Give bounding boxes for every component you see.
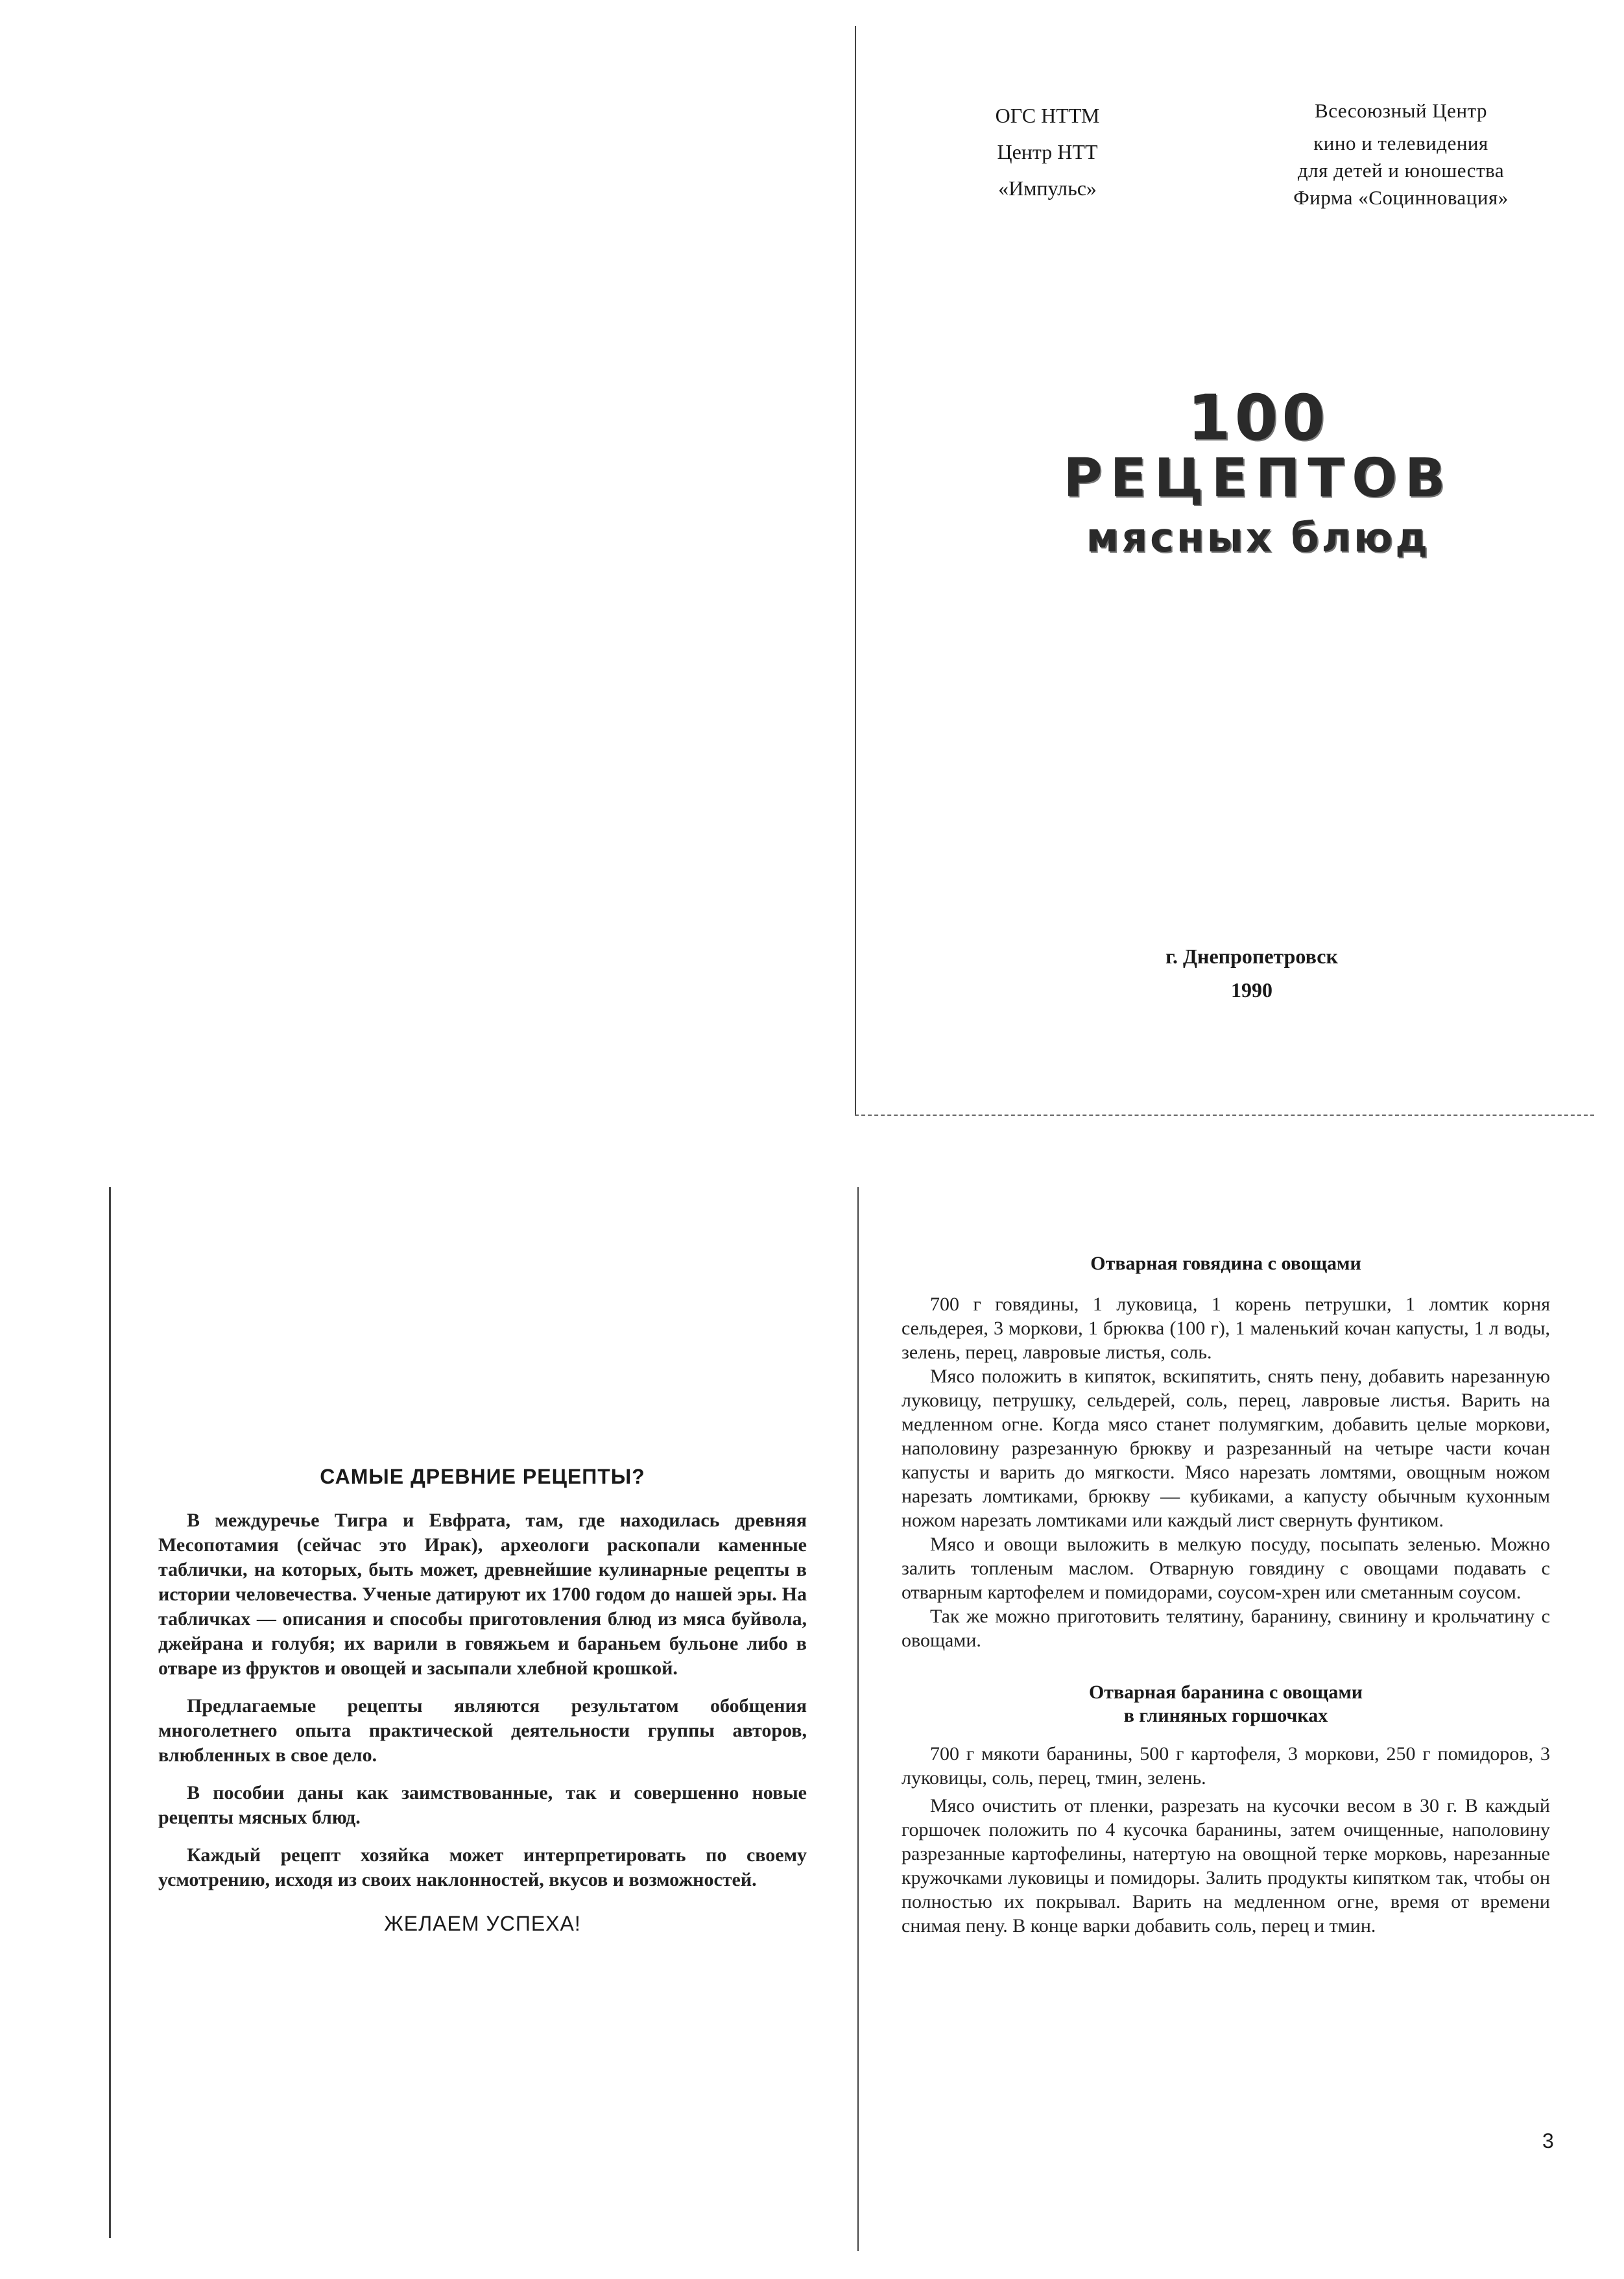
recipe-title: Отварная говядина с овощами: [1090, 1253, 1361, 1274]
recipe-ingredients: 700 г мякоти баранины, 500 г картофеля, 3 моркови, 250 г помидоров, 3 луковицы, соль, перец, тмин, зелень.: [902, 1743, 1550, 1789]
publisher-left-line: Центр НТТ: [997, 140, 1098, 163]
intro-paragraph: В междуречье Тигра и Евфрата, там, где находилась древняя Месопотамия (сейчас это Ирак), археологи раскопали каменные таблички, на которых, быть может, древнейшие кулинарные рецепты в истории человечества. Ученые датируют их 1700 годом до нашей эры. На табличках — описания и способы приготовления блюд из мяса буйвола, джейрана и голубя; их варили в говяжьем и бараньем бульоне либо в отваре из фруктов и овощей и засыпали хлебной крошкой.: [158, 1510, 807, 1679]
page-fold-bottom: [857, 1187, 859, 2251]
recipe-step: Мясо положить в кипяток, вскипятить, снять пену, добавить нарезанную луковицу, петрушку, сельдерей, соль, перец, лавровые листья. Варить на медленном огне. Когда мясо станет полумягким, добавить целые моркови, наполовину разрезанную брюкву и разрезанный на четыре части кочан капусты и варить до мягкости. Мясо нарезать ломтями, овощным ножом нарезать ломтиками, брюкву — кубиками, а капусту обычным кухонным ножом нарезать ломтиками или каждый лист свернуть фунтиком.: [902, 1366, 1550, 1531]
book-title-main: РЕЦЕПТОВ: [1063, 448, 1453, 509]
publisher-left-line: ОГС НТТМ: [995, 104, 1100, 127]
intro-paragraph: Предлагаемые рецепты являются результатом обобщения многолетнего опыта практической деятельности группы авторов, влюбленных в свое дело.: [158, 1695, 807, 1766]
imprint: [1070, 939, 1433, 1007]
publisher-right-line: Фирма «Социнновация»: [1293, 186, 1509, 209]
page-divider: [855, 1115, 1594, 1116]
intro-closing: ЖЕЛАЕМ УСПЕХА!: [384, 1912, 581, 1935]
imprint-city: г. Днепропетровск: [1165, 945, 1338, 968]
book-title-number: 100: [1187, 381, 1330, 454]
recipe-step: Мясо и овощи выложить в мелкую посуду, посыпать зеленью. Можно залить топленым маслом. Отварную говядину с овощами подавать с отварным картофелем и помидорами, соусом-хрен или сметанным соусом.: [902, 1534, 1550, 1603]
intro-paragraph: Каждый рецепт хозяйка может интерпретировать по своему усмотрению, исходя из своих наклонностей, вкусов и возможностей.: [158, 1844, 807, 1890]
recipe-step: Так же можно приготовить телятину, баранину, свинину и крольчатину с овощами.: [902, 1606, 1550, 1651]
publisher-right-line: кино и телевидения: [1313, 132, 1488, 154]
recipe-step: Мясо очистить от пленки, разрезать на кусочки весом в 30 г. В каждый горшочек положить по 4 кусочка баранины, затем очищенные, наполовину разрезанные картофелины, натертую на овощной терке морковь, нарезанные кружочками луковицы и помидоры. Залить продукты кипятком так, чтобы он полностью их покрывал. Варить на медленном огне, время от времени снимая пену. В конце варки добавить соль, перец и тмин.: [902, 1795, 1550, 1936]
publisher-right: [1219, 97, 1582, 211]
imprint-year: 1990: [1231, 978, 1272, 1002]
publisher-right-line: Всесоюзный Центр: [1315, 99, 1487, 122]
publisher-left-line: «Импульс»: [998, 176, 1097, 200]
intro-heading: САМЫЕ ДРЕВНИЕ РЕЦЕПТЫ?: [320, 1465, 645, 1488]
page-number: 3: [1542, 2129, 1554, 2152]
recipe-title-line: в глиняных горшочках: [1123, 1705, 1328, 1726]
recipe-ingredients: 700 г говядины, 1 луковица, 1 корень петрушки, 1 ломтик корня сельдерея, 3 моркови, 1 брюква (100 г), 1 маленький кочан капусты, 1 л воды, зелень, перец, лавровые листья, соль.: [902, 1294, 1550, 1363]
book-title-sub: мясных блюд: [1086, 514, 1431, 561]
left-page-edge: [109, 1187, 111, 2238]
publisher-right-line: для детей и юношества: [1297, 159, 1505, 182]
publisher-left: [934, 97, 1161, 206]
recipe-title-line: Отварная баранина с овощами: [1088, 1682, 1363, 1703]
recipe-title: [902, 1681, 1550, 1728]
intro-paragraph: В пособии даны как заимствованные, так и совершенно новые рецепты мясных блюд.: [158, 1782, 807, 1828]
recipe-page: [902, 1252, 1550, 1938]
page-fold-top: [855, 26, 856, 1116]
intro-page: [158, 1465, 807, 1936]
